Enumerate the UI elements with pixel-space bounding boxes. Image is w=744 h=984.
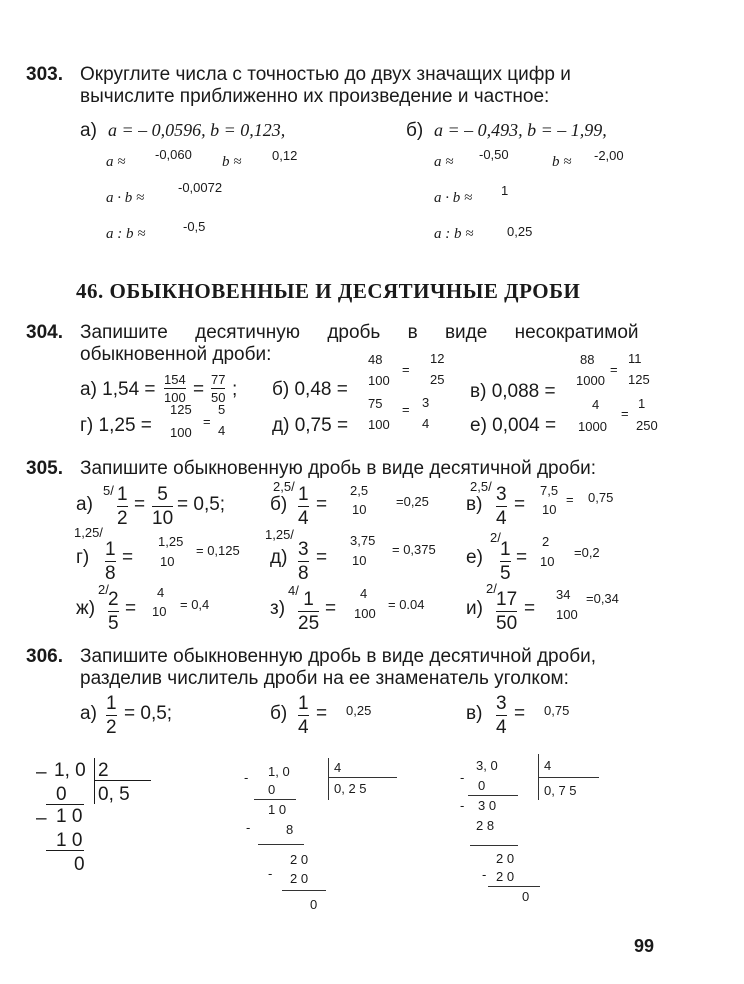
minus-sign: - [244,770,249,785]
problem-306-v-label: в) [466,703,483,724]
problem-303-b-product: a · b ≈ [434,190,473,206]
problem-303-a-quotient: a : b ≈ [106,226,146,242]
division-2-remainder1: 1 0 [268,802,287,817]
division-1-dividend: 1, 0 [54,760,86,781]
multiplier-305-zh: 2/ [98,582,109,597]
division-1-remainder1: 1 0 [56,806,83,827]
problem-304-v-label: в) 0,088 = [470,381,556,402]
problem-305-g-label: г) [76,547,90,568]
equals-sign: = [325,598,337,619]
problem-304-a-label: а) 1,54 = [80,379,156,400]
division-2-divisor: 4 [334,760,342,775]
answer-305-g-den: 10 [160,554,175,569]
answer-304-e-den1: 1000 [578,419,607,434]
problem-304-e-label: е) 0,004 = [470,415,557,436]
answer-304-g-num2: 5 [218,402,226,417]
answer-304-g-den2: 4 [218,423,226,438]
fraction-305-zh: 2 5 [108,589,119,634]
problem-305-text: Запишите обыкновенную дробь в виде десятичной дроби: [80,458,596,479]
problem-305-zh-label: ж) [76,598,96,619]
answer-304-d-den2: 4 [422,416,430,431]
minus-sign: – [36,808,47,829]
division-1-bracket [94,758,95,804]
problem-306-text-line1: Запишите обыкновенную дробь в виде десятичной дроби, [80,646,596,667]
minus-sign: - [460,798,465,813]
multiplier-305-d: 1,25/ [265,527,294,542]
fraction-305-i: 17 50 [496,589,518,634]
division-3-divisor-line [539,777,599,778]
answer-303-b-quotient: 0,25 [507,224,533,239]
problem-303-text-line2: вычислите приближенно их произведение и частное: [80,86,550,107]
division-2-divisor-line [329,777,397,778]
problem-305-b-label: б) [270,494,288,515]
division-3-remainder1: 3 0 [478,798,497,813]
division-2-line2 [258,844,304,845]
answer-303-b-b: -2,00 [594,148,624,163]
division-3-quotient: 0, 7 5 [544,783,577,798]
multiplier-305-g: 1,25/ [74,525,103,540]
fraction-306-a: 1 2 [106,693,117,738]
answer-305-zh-den: 10 [152,604,167,619]
division-3-divisor: 4 [544,758,552,773]
division-3-remainder3: 0 [522,889,530,904]
problem-303-a-approx-b: b ≈ [222,154,242,170]
problem-306-b-label: б) [270,703,288,724]
fraction-305-v: 3 4 [496,484,507,529]
answer-305-zh-num: 4 [157,585,165,600]
answer-305-a: = 0,5; [177,494,226,515]
division-3-step1: 0 [478,778,486,793]
answer-304-e-num1: 4 [592,397,600,412]
minus-sign: – [36,762,47,783]
answer-304-g-num1: 125 [170,402,192,417]
division-3-line3 [488,886,540,887]
division-2-line1 [254,799,296,800]
answer-305-b: =0,25 [396,494,429,509]
minus-sign: - [482,867,487,882]
equals-sign: = [134,494,146,515]
division-2-dividend: 1, 0 [268,764,290,779]
fraction-305-a: 1 2 [117,484,128,529]
answer-304-v-den1: 1000 [576,373,605,388]
division-3-step2: 2 8 [476,818,495,833]
answer-305-g: = 0,125 [196,543,240,558]
answer-304-v-eq: = [610,362,618,377]
division-1-remainder2: 0 [74,854,85,875]
answer-304-b-num2: 12 [430,351,445,366]
fraction-305-z: 1 25 [298,589,320,634]
answer-304-g-den1: 100 [170,425,192,440]
answer-305-z-den: 100 [354,606,376,621]
fraction-305-e: 1 5 [500,539,511,584]
answer-305-e-num: 2 [542,534,550,549]
division-1-line2 [46,850,84,851]
answer-306-b: 0,25 [346,703,372,718]
fraction-305-d: 3 8 [298,539,309,584]
problem-303-a-product: a · b ≈ [106,190,145,206]
problem-306-a-label: а) [80,703,97,724]
fraction-305-b: 1 4 [298,484,309,529]
answer-305-e-den: 10 [540,554,555,569]
answer-303-a-a: -0,060 [155,147,192,162]
problem-304-number: 304. [26,322,63,343]
fraction-304-a-2: 77 50 [211,372,226,405]
answer-304-d-eq: = [402,402,410,417]
division-2-quotient: 0, 2 5 [334,781,367,796]
multiplier-305-e: 2/ [490,530,501,545]
division-2-step3: 2 0 [290,871,309,886]
answer-304-v-den2: 125 [628,372,650,387]
answer-305-b-num: 2,5 [350,483,369,498]
division-1-step2: 1 0 [56,830,83,851]
division-2-step2: 8 [286,822,294,837]
division-1-step1: 0 [56,784,67,805]
division-2-remainder2: 2 0 [290,852,309,867]
problem-303-b-label: б) [406,120,424,141]
problem-303-a-approx-a: a ≈ [106,154,126,170]
answer-305-z-num: 4 [360,586,368,601]
page-number: 99 [634,936,655,956]
division-2-line3 [282,890,326,891]
multiplier-305-a: 5/ [103,483,114,498]
answer-304-d-num2: 3 [422,395,430,410]
problem-304-text-line2: обыкновенной дроби: [80,344,272,365]
problem-304-b-label: б) 0,48 = [272,379,348,400]
multiplier-305-i: 2/ [486,581,497,596]
problem-304-d-label: д) 0,75 = [272,415,349,436]
problem-306-number: 306. [26,646,63,667]
problem-303-b-approx-a: a ≈ [434,154,454,170]
answer-304-d-den1: 100 [368,417,390,432]
division-3-dividend: 3, 0 [476,758,498,773]
division-1-quotient: 0, 5 [98,784,130,805]
multiplier-305-b: 2,5/ [273,479,295,494]
answer-305-e: =0,2 [574,545,600,560]
fraction-305-a-2: 5 10 [152,484,174,529]
answer-304-e-den2: 250 [636,418,658,433]
answer-305-d-num: 3,75 [350,533,376,548]
multiplier-305-z: 4/ [288,583,299,598]
section-title: 46. ОБЫКНОВЕННЫЕ И ДЕСЯТИЧНЫЕ ДРОБИ [76,279,581,303]
minus-sign: - [460,770,465,785]
answer-303-b-a: -0,50 [479,147,509,162]
problem-305-e-label: е) [466,547,483,568]
division-2-remainder3: 0 [310,897,318,912]
problem-303-b-quotient: a : b ≈ [434,226,474,242]
answer-304-v-num2: 11 [628,351,642,366]
problem-303-a-label: а) [80,120,97,141]
equals-sign: = [316,703,328,724]
answer-304-e-eq: = [621,406,629,421]
answer-304-v-num1: 88 [580,352,595,367]
problem-303-b-approx-b: b ≈ [552,154,572,170]
multiplier-305-v: 2,5/ [470,479,492,494]
answer-305-d-den: 10 [352,553,367,568]
problem-304-g-label: г) 1,25 = [80,415,152,436]
fraction-306-b: 1 4 [298,693,309,738]
minus-sign: - [268,866,273,881]
problem-305-d-label: д) [270,547,288,568]
answer-304-e-num2: 1 [638,396,646,411]
answer-304-g-eq: = [203,414,211,429]
equals-sign: = [514,494,526,515]
answer-304-b-eq: = [402,362,410,377]
problem-305-a-label: а) [76,494,93,515]
answer-303-b-product: 1 [501,183,509,198]
answer-305-v-den: 10 [542,502,557,517]
equals-sign: = [316,547,328,568]
answer-305-v-eq: = [566,492,574,507]
fraction-305-g: 1 8 [105,539,116,584]
division-3-remainder2: 2 0 [496,851,515,866]
answer-304-b-den1: 100 [368,373,390,388]
division-2-bracket [328,758,329,800]
division-1-divisor-line [95,780,151,781]
division-3-line2 [470,845,518,846]
answer-305-i-den: 100 [556,607,578,622]
answer-305-g-num: 1,25 [158,534,184,549]
problem-305-number: 305. [26,458,63,479]
equals-sign: = [514,703,526,724]
equals-sign: = [125,598,137,619]
division-1-line1 [46,804,84,805]
fraction-306-v: 3 4 [496,693,507,738]
problem-306-text-line2: разделив числитель дроби на ее знаменатель уголком: [80,668,569,689]
answer-305-i-num: 34 [556,587,571,602]
problem-304-text-line1: Запишите десятичную дробь в виде несократимой [80,322,639,343]
answer-305-i: =0,34 [586,591,619,606]
division-1-divisor: 2 [98,760,109,781]
answer-305-b-den: 10 [352,502,367,517]
problem-305-z-label: з) [270,598,286,619]
equals-sign: = [316,494,328,515]
division-3-step3: 2 0 [496,869,515,884]
answer-306-v: 0,75 [544,703,570,718]
problem-305-v-label: в) [466,494,483,515]
problem-303-number: 303. [26,64,63,85]
answer-304-b-num1: 48 [368,352,383,367]
answer-303-a-quotient: -0,5 [183,219,206,234]
answer-305-z: = 0.04 [388,597,425,612]
answer-304-b-den2: 25 [430,372,445,387]
answer-305-v-num: 7,5 [540,483,559,498]
problem-303-a-values: a = – 0,0596, b = 0,123, [108,120,286,140]
equals-sign: = [193,379,205,400]
equals-sign: = [516,547,528,568]
semicolon: ; [232,379,238,400]
answer-303-a-b: 0,12 [272,148,298,163]
answer-305-zh: = 0,4 [180,597,210,612]
problem-303-b-values: a = – 0,493, b = – 1,99, [434,120,607,140]
answer-304-d-num1: 75 [368,396,383,411]
division-3-line1 [468,795,518,796]
problem-303-text-line1: Округлите числа с точностью до двух значащих цифр и [80,64,571,85]
answer-303-a-product: -0,0072 [178,180,223,195]
answer-305-v: 0,75 [588,490,614,505]
equals-sign: = [524,598,536,619]
equals-sign: = [122,547,134,568]
division-2-step1: 0 [268,782,276,797]
minus-sign: - [246,820,251,835]
fraction-304-a-1: 154 100 [164,372,186,405]
answer-306-a: = 0,5; [124,703,173,724]
problem-305-i-label: и) [466,598,483,619]
answer-305-d: = 0,375 [392,542,436,557]
